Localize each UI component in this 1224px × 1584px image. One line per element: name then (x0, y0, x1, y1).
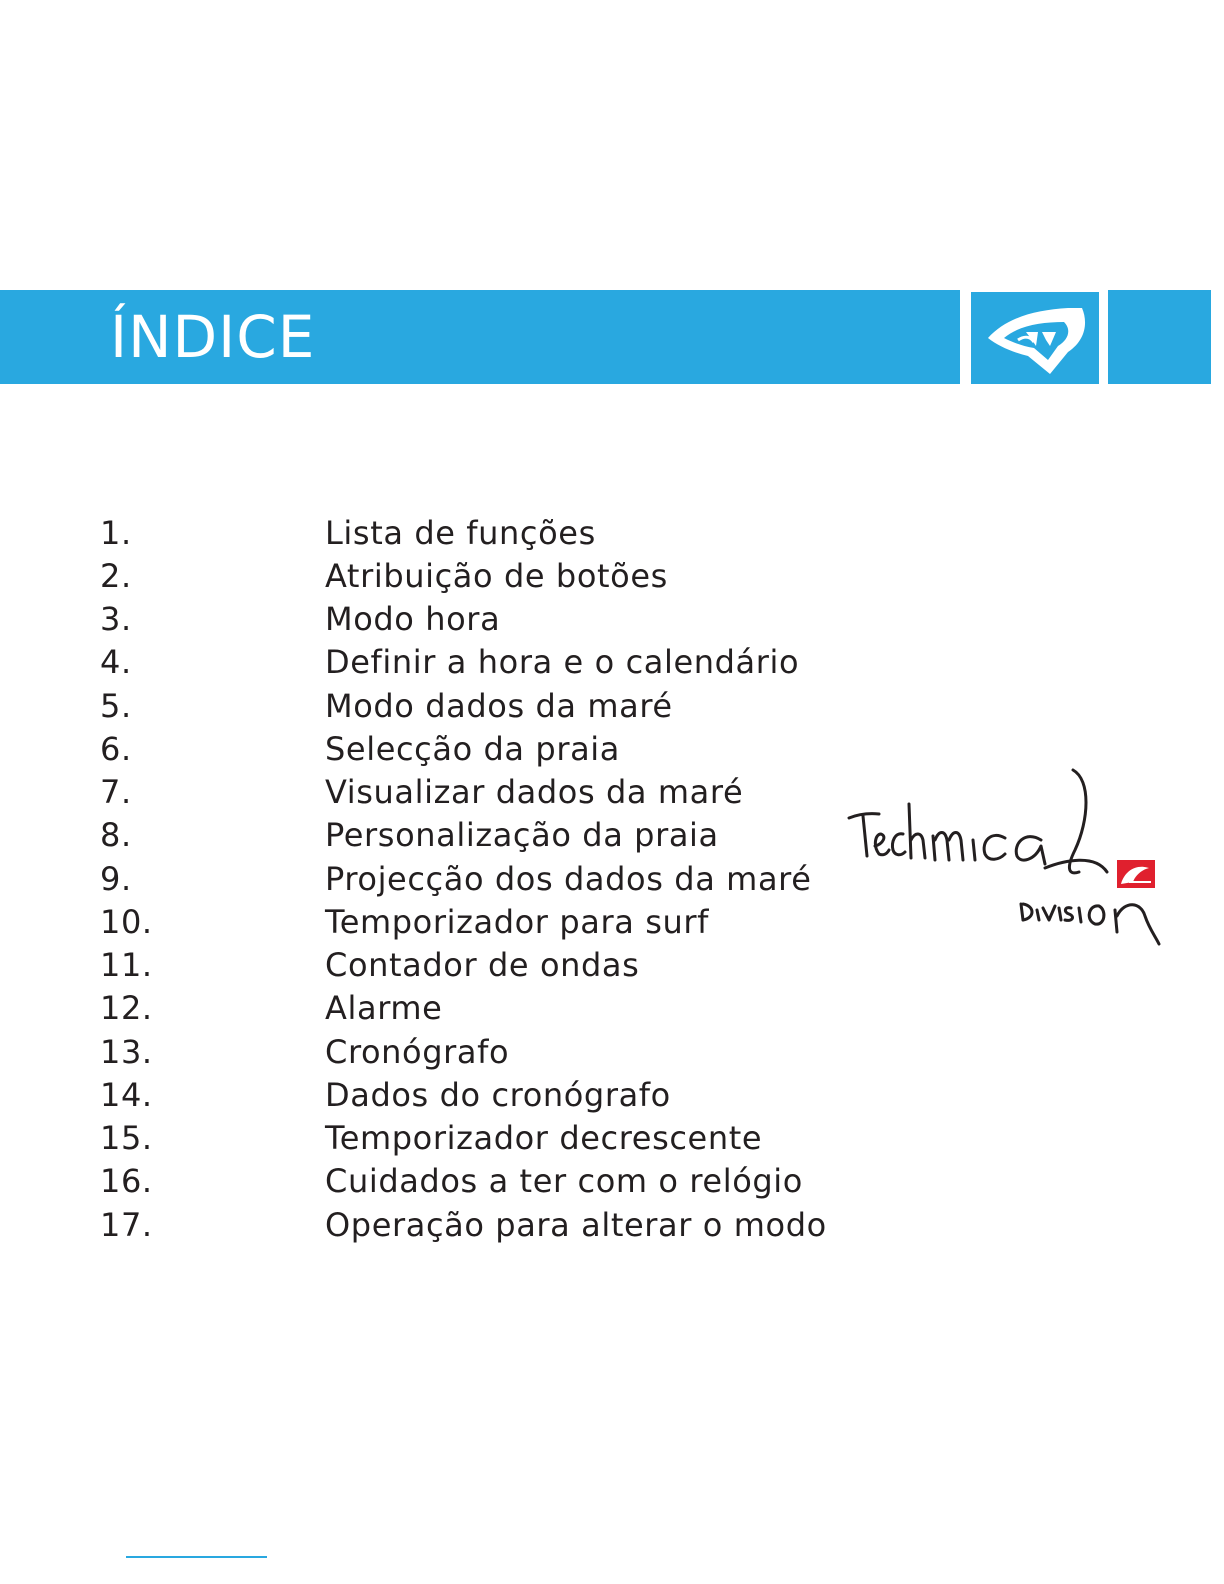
toc-number: 1. (100, 513, 132, 552)
toc-number: 12. (100, 989, 153, 1028)
toc-number: 16. (100, 1162, 153, 1201)
toc-number: 5. (100, 686, 132, 725)
toc-item[interactable] (100, 1203, 827, 1246)
toc-item[interactable] (100, 727, 827, 770)
technical-division-signature (845, 760, 1165, 955)
toc-label: Temporizador para surf (325, 902, 709, 941)
toc-label: Definir a hora e o calendário (325, 643, 800, 682)
toc-item[interactable] (100, 987, 827, 1030)
toc-item[interactable] (100, 641, 827, 684)
toc-item[interactable] (100, 511, 827, 554)
footer-divider (126, 1556, 267, 1558)
toc-label: Lista de funções (325, 513, 596, 552)
toc-number: 8. (100, 816, 132, 855)
toc-item[interactable] (100, 554, 827, 597)
toc-label: Cronógrafo (325, 1032, 510, 1071)
header-side-block (1108, 290, 1211, 384)
toc-label: Dados do cronógrafo (325, 1075, 671, 1114)
brand-logo (971, 292, 1099, 384)
toc-item[interactable] (100, 598, 827, 641)
toc-label: Operação para alterar o modo (325, 1205, 827, 1244)
toc-number: 10. (100, 902, 153, 941)
toc-label: Temporizador decrescente (325, 1119, 763, 1158)
toc-number: 15. (100, 1119, 153, 1158)
toc-number: 17. (100, 1205, 153, 1244)
toc-item[interactable] (100, 1030, 827, 1073)
toc-item[interactable] (100, 814, 827, 857)
toc-label: Personalização da praia (325, 816, 719, 855)
toc-number: 14. (100, 1075, 153, 1114)
toc-item[interactable] (100, 684, 827, 727)
toc-number: 11. (100, 946, 153, 985)
toc-number: 13. (100, 1032, 153, 1071)
toc-item[interactable] (100, 944, 827, 987)
heart-logo-icon (976, 296, 1094, 380)
toc-label: Selecção da praia (325, 729, 620, 768)
toc-label: Cuidados a ter com o relógio (325, 1162, 803, 1201)
toc-item[interactable] (100, 1073, 827, 1116)
toc-number: 3. (100, 600, 132, 639)
toc-label: Alarme (325, 989, 443, 1028)
toc-item[interactable] (100, 771, 827, 814)
toc-label: Contador de ondas (325, 946, 640, 985)
page-title: ÍNDICE (110, 303, 316, 371)
toc-label: Visualizar dados da maré (325, 773, 744, 812)
wave-logo-icon (1117, 860, 1155, 888)
toc-label: Modo dados da maré (325, 686, 673, 725)
toc-label: Modo hora (325, 600, 501, 639)
header-banner (0, 290, 960, 384)
technical-division-logo (845, 760, 1165, 955)
toc-label: Atribuição de botões (325, 556, 668, 595)
toc-item[interactable] (100, 1160, 827, 1203)
toc-number: 7. (100, 773, 132, 812)
toc-item[interactable] (100, 857, 827, 900)
toc-label: Projecção dos dados da maré (325, 859, 812, 898)
toc-item[interactable] (100, 900, 827, 943)
toc-number: 6. (100, 729, 132, 768)
toc-number: 4. (100, 643, 132, 682)
toc-number: 9. (100, 859, 132, 898)
toc-number: 2. (100, 556, 132, 595)
toc-item[interactable] (100, 1117, 827, 1160)
table-of-contents (100, 511, 827, 1246)
